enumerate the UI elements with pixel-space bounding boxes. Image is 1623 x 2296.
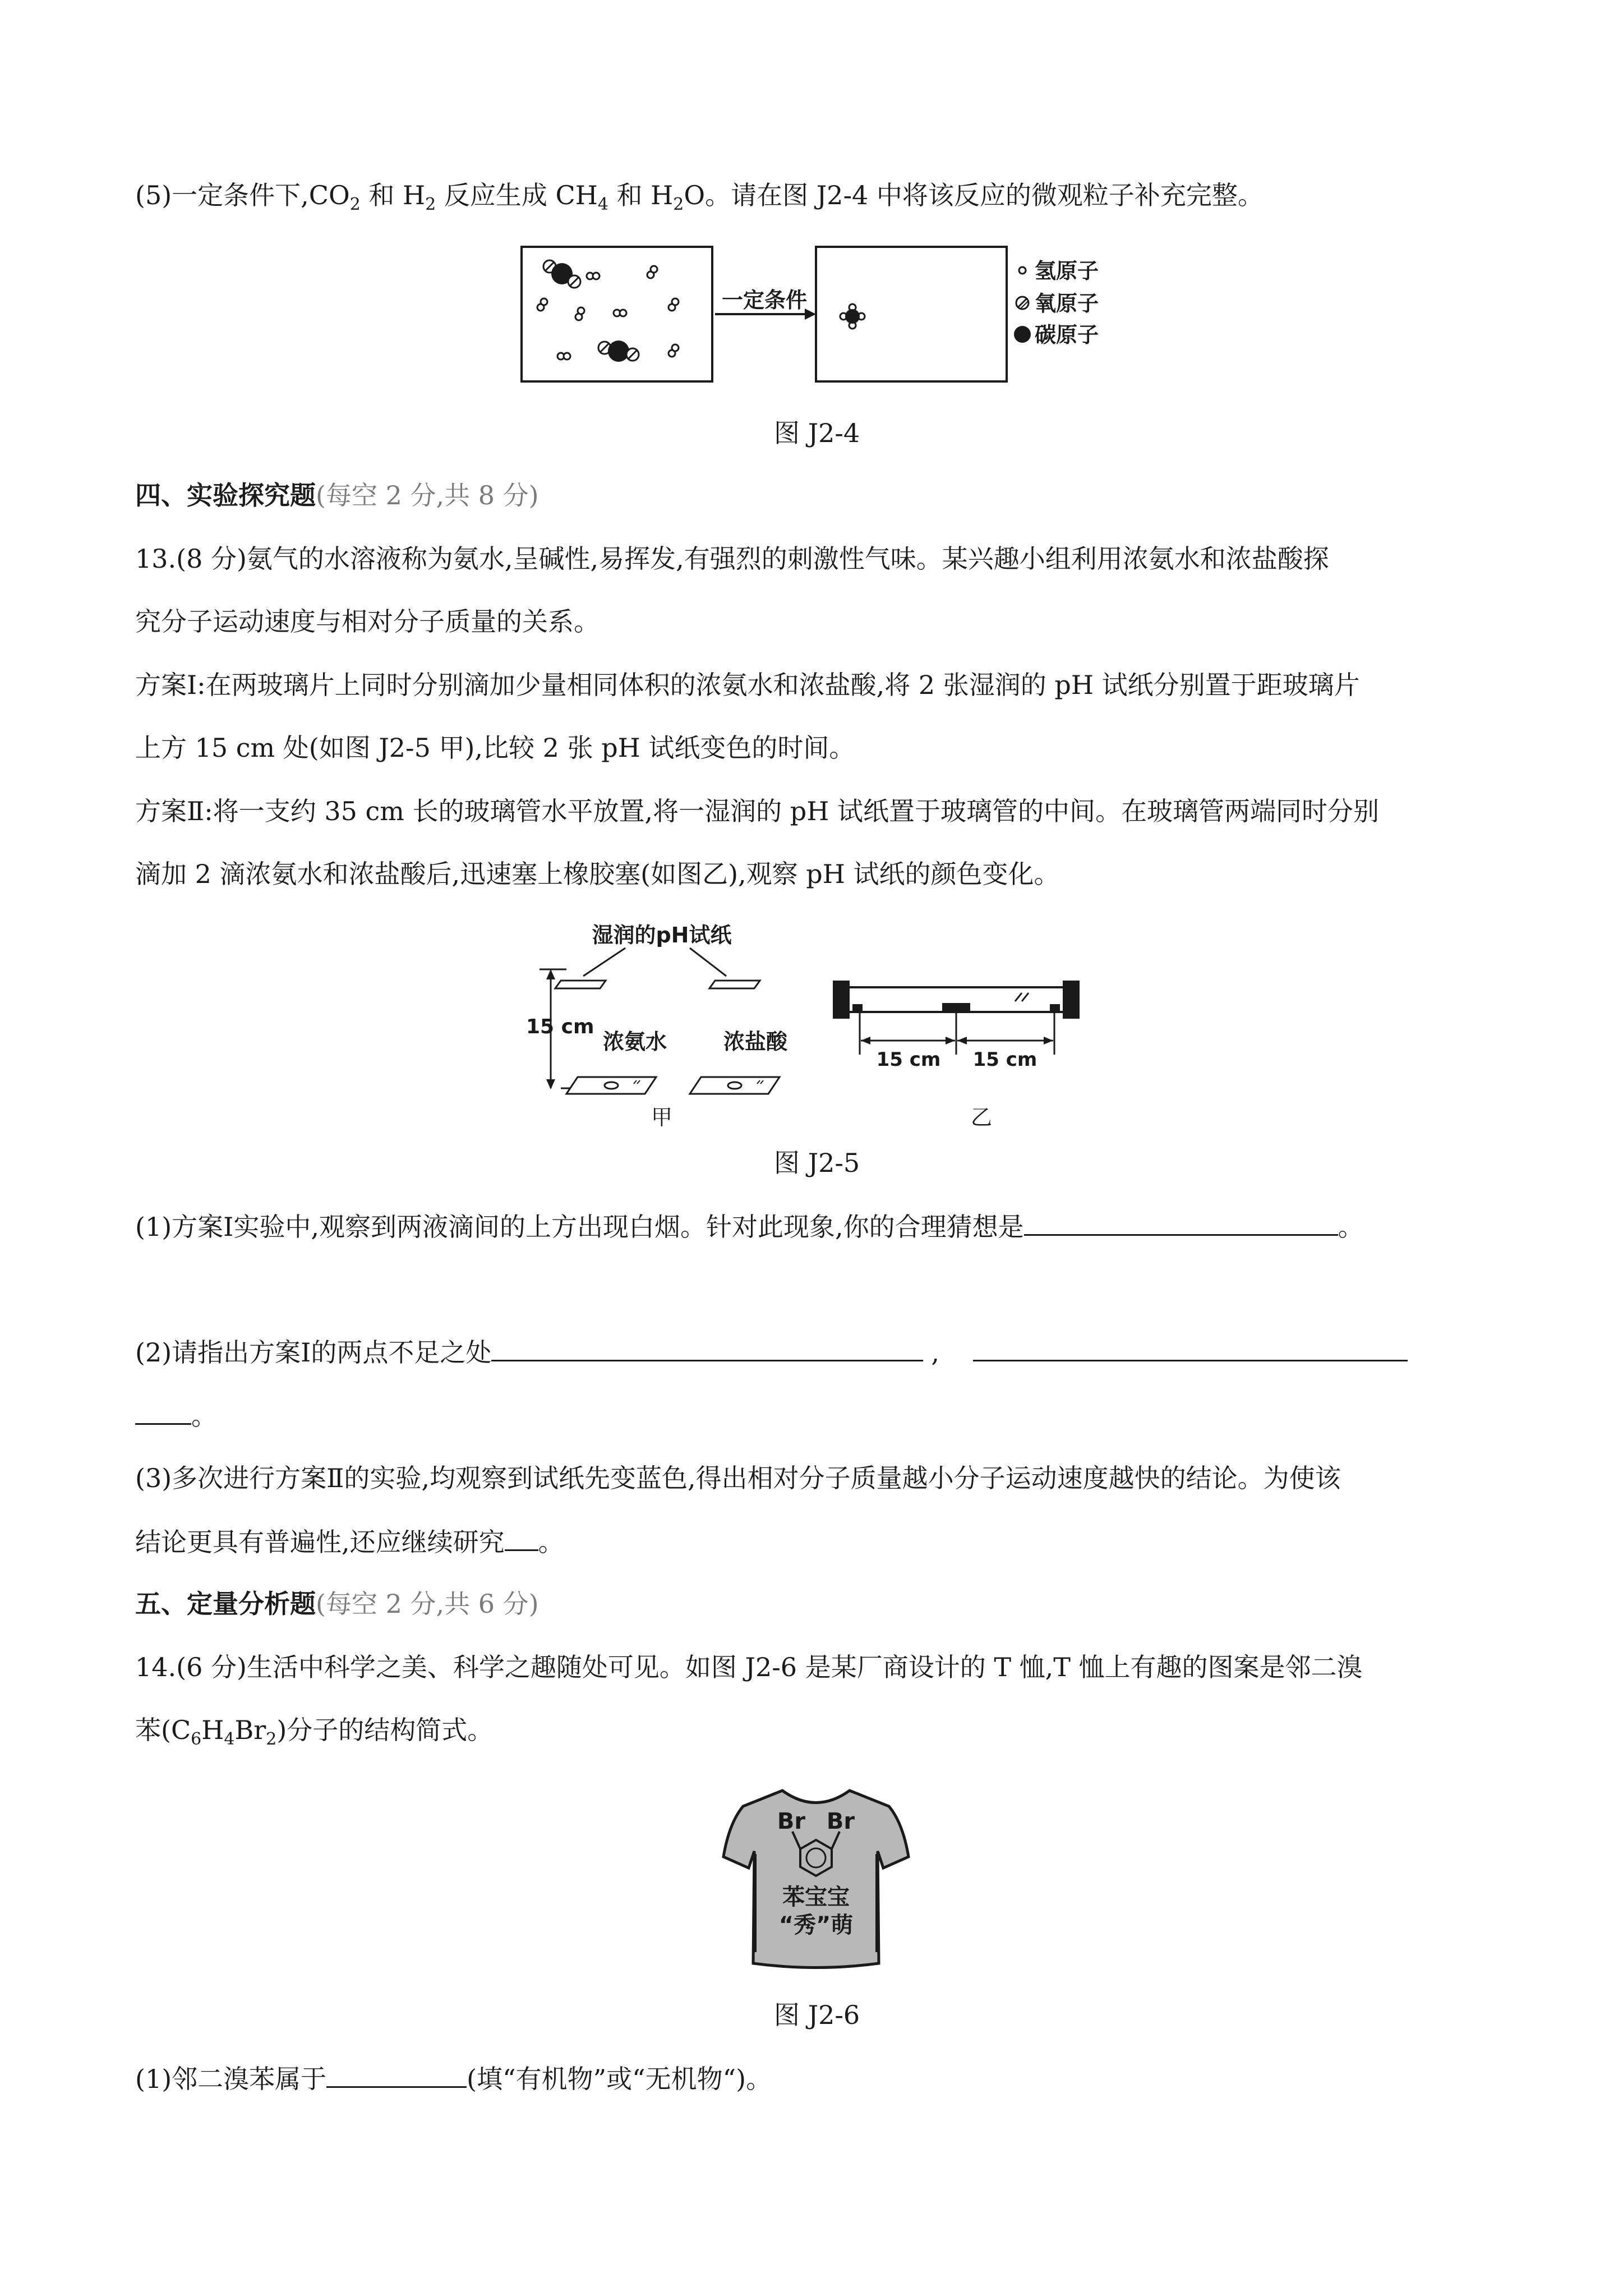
section-4-heading: 四、实验探究题(每空 2 分,共 8 分) [135,480,539,510]
label-yi: 乙 [970,1105,993,1130]
co2-molecule-2 [598,341,639,362]
q14-intro-line2: 苯$(C_6H_4Br_2)$分子的结构简式。 [135,1715,494,1750]
ph-paper-right [709,981,760,988]
figure-j2-6-tshirt [721,1784,911,1975]
arrow-label: 一定条件 [721,288,808,312]
q13-intro-line1: 13.(8 分)氨气的水溶液称为氨水,呈碱性,易挥发,有强烈的刺激性气味。某兴趣小组利用浓氨水和浓盐酸探 [135,544,1329,574]
tshirt-line1: 苯宝宝 [782,1884,850,1910]
tube-right-length: 15 cm [972,1048,1038,1071]
ch4-molecule [840,304,865,329]
tube-ph-paper [942,1003,970,1012]
stopper-left [833,981,850,1019]
ph-paper-label: 湿润的pH试纸 [592,923,732,947]
tube-left-length: 15 cm [876,1048,941,1071]
stopper-right [1063,981,1080,1019]
figure-j2-5 [522,909,1116,1133]
svg-text:氢原子: 氢原子 [1035,259,1099,283]
ph-paper-left [555,981,606,988]
legend-oxygen [1016,291,1099,316]
q13-sub1: (1)方案Ⅰ实验中,观察到两液滴间的上方出现白烟。针对此现象,你的合理猜想是 。 [135,1209,1364,1244]
q13-plan2-line1: 方案Ⅱ:将一支约 35 cm 长的玻璃管水平放置,将一湿润的 pH 试纸置于玻璃管的中间。在玻璃管两端同时分别 [135,796,1379,826]
label-jia: 甲 [651,1105,673,1130]
answer-blank-q13-1[interactable] [1024,1209,1338,1236]
q13-intro-line2: 究分子运动速度与相对分子质量的关系。 [135,606,600,637]
height-label: 15 cm [526,1015,594,1038]
figure-j2-4-caption: 图 J2-4 [774,418,860,448]
svg-text:碳原子: 碳原子 [1035,323,1099,347]
q13-plan1-line2: 上方 15 cm 处(如图 J2-5 甲),比较 2 张 pH 试纸变色的时间。 [135,733,855,763]
hcl-label: 浓盐酸 [723,1029,788,1054]
q13-sub3-line2: 结论更具有普遍性,还应继续研究 。 [135,1525,564,1559]
answer-blank-q13-2c[interactable] [135,1398,191,1425]
figure-j2-4 [516,241,1166,387]
br-left-label: Br [777,1809,806,1834]
svg-text:氧原子: 氧原子 [1035,291,1099,316]
q13-sub2: (2)请指出方案Ⅰ的两点不足之处 , [135,1335,1408,1369]
figure-j2-5-caption: 图 J2-5 [774,1148,860,1178]
answer-blank-q13-2b[interactable] [973,1335,1408,1361]
q14-sub1: (1)邻二溴苯属于 (填“有机物”或“无机物“)。 [135,2062,772,2096]
tshirt-line2: “秀”萌 [778,1912,854,1938]
q13-plan1-line1: 方案Ⅰ:在两玻璃片上同时分别滴加少量相同体积的浓氨水和浓盐酸,将 2 张湿润的 pH 试纸分别置于距玻璃片 [135,670,1360,700]
answer-blank-q14-1[interactable] [326,2062,467,2088]
q12-5-text: (5)一定条件下$,CO_2$ 和 $H_2$ 反应生成 $CH_4$ 和 $H_2O$。请在图 J2-4 中将该反应的微观粒子补充完整。 [135,180,1264,215]
q13-plan2-line2: 滴加 2 滴浓氨水和浓盐酸后,迅速塞上橡胶塞(如图乙),观察 pH 试纸的颜色变化。 [135,859,1060,889]
co2-molecule-1 [543,260,580,288]
answer-blank-q13-3[interactable] [505,1525,538,1551]
br-right-label: Br [826,1809,855,1834]
q13-sub2-cont: 。 [135,1398,217,1433]
ammonia-label: 浓氨水 [603,1029,667,1054]
legend-carbon [1014,323,1099,347]
answer-blank-q13-2a[interactable] [491,1335,923,1361]
glass-plate-left [566,1077,656,1094]
glass-plate-right [690,1077,780,1094]
legend-hydrogen [1019,259,1099,283]
q13-sub3-line1: (3)多次进行方案Ⅱ的实验,均观察到试纸先变蓝色,得出相对分子质量越小分子运动速度越快的结论。为使该 [135,1463,1341,1493]
figure-j2-6-caption: 图 J2-6 [774,2000,860,2030]
q14-intro-line1: 14.(6 分)生活中科学之美、科学之趣随处可见。如图 J2-6 是某厂商设计的 T 恤,T 恤上有趣的图案是邻二溴 [135,1652,1363,1682]
section-5-heading: 五、定量分析题(每空 2 分,共 6 分) [135,1589,539,1619]
